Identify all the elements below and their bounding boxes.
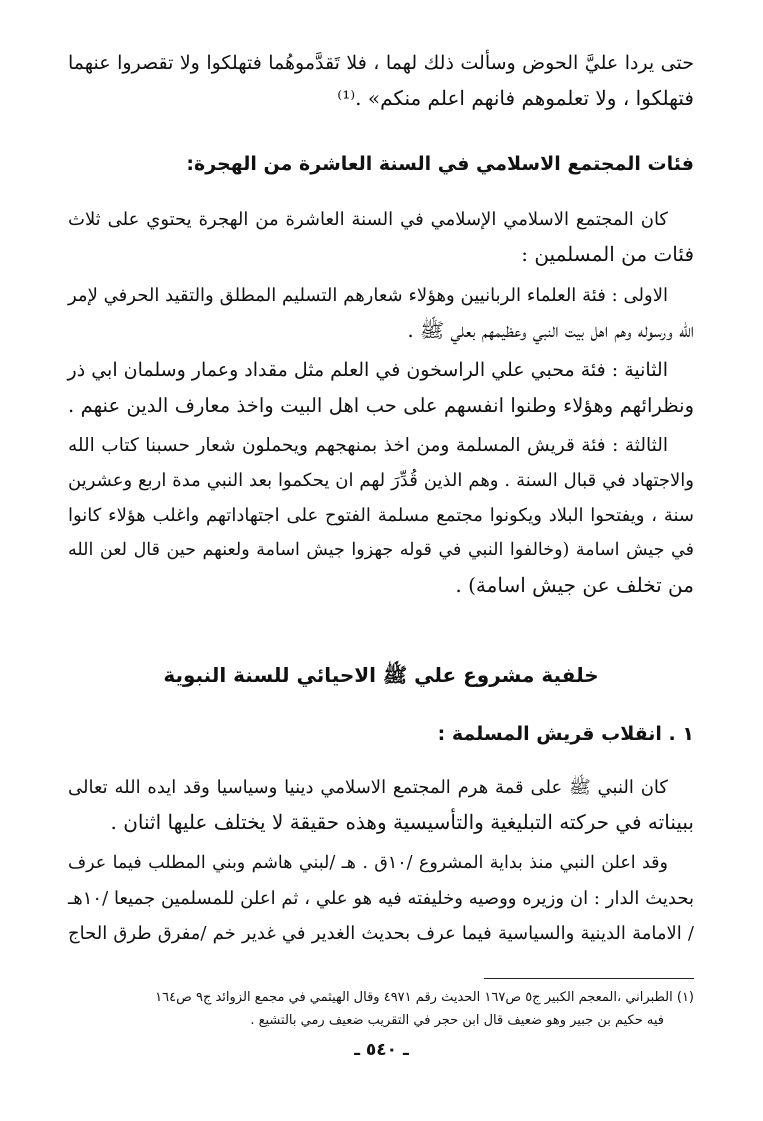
footnote-separator (484, 978, 694, 979)
paragraph (68, 428, 694, 603)
section-heading (68, 150, 694, 178)
paragraph (68, 278, 694, 348)
text-line: ببيناته في حركته التبليغية والتأسيسية وهذه حقيقة لا يختلف عليها اثنان . (110, 810, 694, 834)
heading-text: فئات المجتمع الاسلامي في السنة العاشرة من الهجرة: (186, 153, 694, 175)
subheading-text: ١ . انقلاب قريش المسلمة : (437, 723, 694, 745)
intro-paragraph (68, 46, 694, 116)
text-line: فتهلكوا ، ولا تعلموهم فانهم اعلم منكم» .⁽¹⁾ (337, 86, 694, 110)
text-line: في جيش اسامة (وخالفوا النبي في قوله جهزوا جيش اسامة ولعنهم حين قال لعن الله (68, 540, 694, 560)
footnote-line: (١) الطبراني ،المعجم الكبير ج٥ ص١٦٧ الحديث رقم ٤٩٧١ وقال الهيثمي في مجمع الزوائد ج٩ ص١٦٤ (155, 990, 694, 1005)
paragraph (68, 770, 694, 840)
text-line: الله ورسوله وهم اهل بيت النبي وعظيمهم بعلي ﷺ . (407, 318, 694, 342)
page-number: ـ ٥٤٠ ـ (354, 1040, 409, 1060)
text-line: فئات من المسلمين : (521, 242, 694, 266)
paragraph (68, 202, 694, 272)
text-line: حتى يردا عليَّ الحوض وسألت ذلك لهما ، فلا تَقدَّموهُما فتهلكوا ولا تقصروا عنهما (68, 52, 694, 74)
text-line: كان النبي ﷺ على قمة هرم المجتمع الاسلامي دينيا وسياسيا وقد ايده الله تعالى (68, 777, 668, 798)
footnote-line: فيه حكيم بن جبير وهو ضعيف قال ابن حجر في التقريب ضعيف رمي بالتشيع . (250, 1013, 664, 1028)
subheading (68, 720, 694, 748)
text-line: الثانية : فئة محبي علي الراسخون في العلم مثل مقداد وعمار وسلمان ابي ذر (67, 359, 668, 381)
text-line: سنة ، ويفتحوا البلاد ويكونوا مجتمع مسلمة الفتوح على اجتهاداتهم واغلب هؤلاء كانوا (68, 505, 694, 526)
footnote (84, 986, 694, 1032)
text-line: بحديث الدار : ان وزيره ووصيه وخليفته فيه هو علي ، ثم اعلن للمسلمين جميعا /١٠هـ (68, 888, 694, 909)
text-line: كان المجتمع الاسلامي الإسلامي في السنة العاشرة من الهجرة يحتوي على ثلاث (68, 209, 668, 230)
text-line: والاجتهاد في قبال السنة . وهم الذين قُدِّرَ لهم ان يحكموا بعد النبي مدة اربع وعشرين (68, 470, 694, 491)
heading-text: خلفية مشروع علي ﷺ الاحيائي للسنة النبوية (163, 663, 599, 687)
text-line: / الامامة الدينية والسياسية فيما عرف بحديث الغدير في غدير خم /مفرق طرق الحاج (68, 923, 694, 944)
text-line: من تخلف عن جيش اسامة) . (455, 573, 694, 597)
text-line: وقد اعلن النبي منذ بداية المشروع /١٠ق . هـ /لبني هاشم وبني المطلب فيما عرف (68, 853, 668, 873)
paragraph (68, 353, 694, 423)
text-line: الاولى : فئة العلماء الربانيين وهؤلاء شعارهم التسليم المطلق والتقيد الحرفي لإمر (68, 285, 668, 306)
paragraph (68, 846, 694, 951)
text-line: ونظرائهم وهؤلاء وطنوا انفسهم على حب اهل البيت واخذ معارف الدين عنهم . (68, 394, 694, 417)
section-heading-centered (68, 660, 694, 690)
text-line: الثالثة : فئة قريش المسلمة ومن اخذ بمنهجهم ويحملون شعار حسبنا كتاب الله (68, 435, 668, 456)
